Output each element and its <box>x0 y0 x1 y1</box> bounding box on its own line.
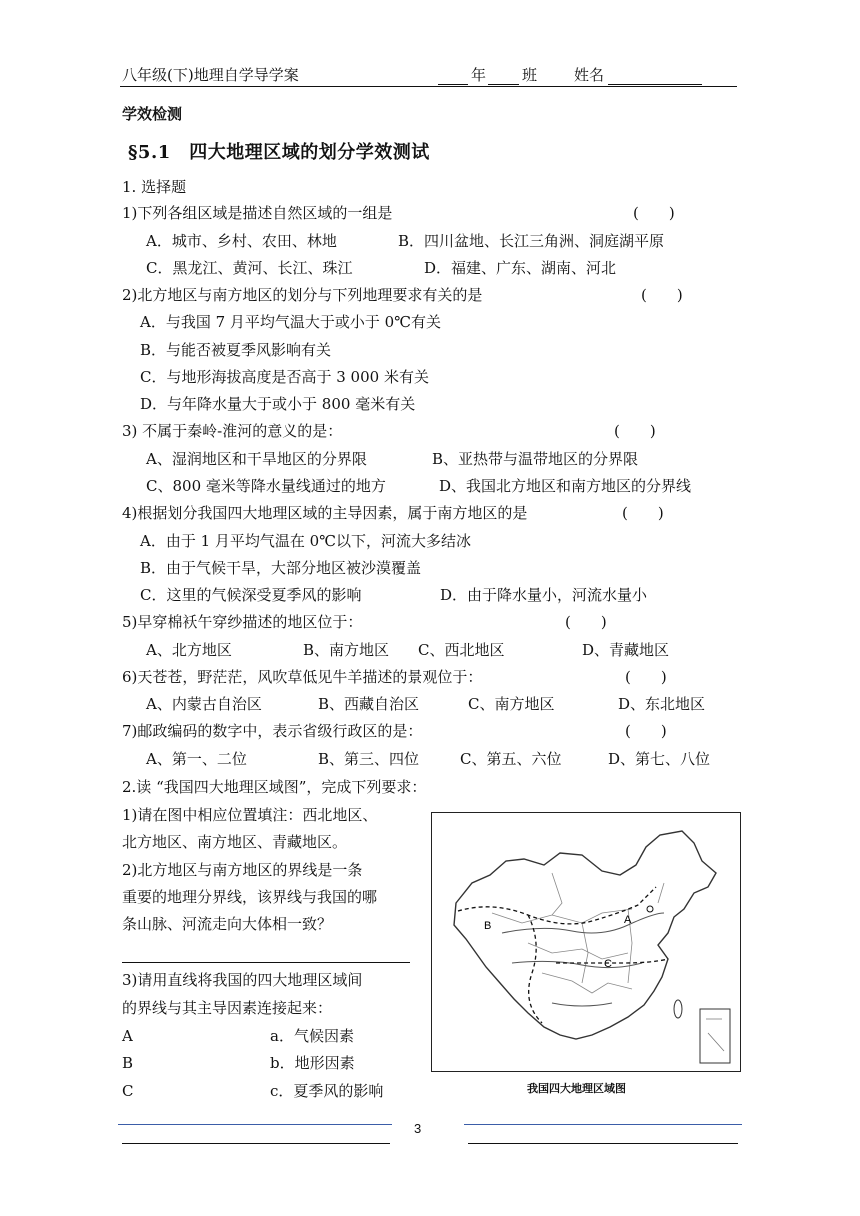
map-drawing <box>432 813 740 1071</box>
part1-heading: 1. 选择题 <box>122 178 187 196</box>
q2-option-a: A．与我国 7 月平均气温大于或小于 0℃有关 <box>140 313 442 331</box>
part2-q1-line2: 北方地区、南方地区、青藏地区。 <box>122 833 348 851</box>
q2-option-c: C．与地形海拔高度是否高于 3 000 米有关 <box>140 368 429 386</box>
map-label-b: B <box>484 920 492 932</box>
q4-answer-bracket[interactable]: ( ) <box>622 504 664 522</box>
part2-q2-line2: 重要的地理分界线，该界线与我国的哪 <box>122 888 378 906</box>
q7-option-d: D、第七、八位 <box>608 750 711 768</box>
q5-option-c: C、西北地区 <box>418 641 505 659</box>
q4-option-b: B．由于气候干旱，大部分地区被沙漠覆盖 <box>140 559 422 577</box>
map-label-c: C <box>604 958 612 970</box>
q1-option-a: A．城市、乡村、农田、林地 <box>146 232 337 250</box>
map-capital-icon <box>647 906 653 912</box>
page-title: §5.1 四大地理区域的划分学效测试 <box>128 142 430 163</box>
q3-option-b: B、亚热带与温带地区的分界限 <box>432 450 639 468</box>
q2-option-b: B．与能否被夏季风影响有关 <box>140 341 332 359</box>
q7-option-b: B、第三、四位 <box>318 750 420 768</box>
footer-rule-right <box>468 1143 738 1144</box>
q6-answer-bracket[interactable]: ( ) <box>625 668 667 686</box>
q4-option-c: C．这里的气候深受夏季风的影响 <box>140 586 362 604</box>
q1-answer-bracket[interactable]: ( ) <box>633 204 675 222</box>
q3-option-c: C、800 毫米等降水量线通过的地方 <box>146 477 386 495</box>
q5-answer-bracket[interactable]: ( ) <box>565 613 607 631</box>
header-title: 八年级(下)地理自学导学案 <box>122 66 299 84</box>
class-blank[interactable] <box>488 84 519 85</box>
part2-q3-line1: 3)请用直线将我国的四大地理区域间 <box>122 971 363 989</box>
match-right-c[interactable]: c．夏季风的影响 <box>270 1082 384 1100</box>
match-right-b[interactable]: b．地形因素 <box>270 1054 355 1072</box>
q6-option-b: B、西藏自治区 <box>318 695 420 713</box>
match-left-a[interactable]: A <box>122 1027 133 1045</box>
header-rule <box>120 86 737 87</box>
q5-option-d: D、青藏地区 <box>582 641 670 659</box>
map-boundary-dashed <box>458 887 668 1023</box>
footer-rule-right-blue <box>464 1124 742 1125</box>
china-regions-map <box>431 812 741 1072</box>
name-blank[interactable] <box>608 84 702 85</box>
header-class-label: 班 <box>522 66 538 84</box>
q1-option-b: B．四川盆地、长江三角洲、洞庭湖平原 <box>398 232 665 250</box>
q6-stem: 6)天苍苍，野茫茫，风吹草低见牛羊描述的景观位于： <box>122 668 483 686</box>
q3-option-d: D、我国北方地区和南方地区的分界线 <box>439 477 692 495</box>
header-year-label: 年 <box>471 66 487 84</box>
map-outline <box>454 831 716 1039</box>
map-province-lines <box>492 873 664 993</box>
map-inset <box>700 1009 730 1063</box>
match-right-a[interactable]: a．气候因素 <box>270 1027 354 1045</box>
q5-option-b: B、南方地区 <box>303 641 390 659</box>
part2-q2-line1: 2)北方地区与南方地区的界线是一条 <box>122 861 363 879</box>
part2-q2-answer-line[interactable] <box>122 962 410 963</box>
q3-option-a: A、湿润地区和干旱地区的分界限 <box>146 450 367 468</box>
q6-option-a: A、内蒙古自治区 <box>146 695 262 713</box>
part2-q2-line3: 条山脉、河流走向大体相一致？ <box>122 915 333 933</box>
q2-stem: 2)北方地区与南方地区的划分与下列地理要求有关的是 <box>122 286 483 304</box>
q2-answer-bracket[interactable]: ( ) <box>641 286 683 304</box>
match-left-c[interactable]: C <box>122 1082 134 1100</box>
q3-stem: 3) 不属于秦岭-淮河的意义的是： <box>122 422 343 440</box>
map-caption: 我国四大地理区域图 <box>527 1082 626 1095</box>
q7-stem: 7)邮政编码的数字中，表示省级行政区的是： <box>122 722 423 740</box>
footer-rule-left-blue <box>118 1124 392 1125</box>
part2-q1-line1: 1)请在图中相应位置填注：西北地区、 <box>122 806 378 824</box>
part2-heading: 2.读 “我国四大地理区域图”，完成下列要求： <box>122 778 427 796</box>
q4-option-a: A．由于 1 月平均气温在 0℃以下，河流大多结冰 <box>140 532 472 550</box>
q1-stem: 1)下列各组区域是描述自然区域的一组是 <box>122 204 393 222</box>
q7-option-c: C、第五、六位 <box>460 750 562 768</box>
q1-option-c: C．黑龙江、黄河、长江、珠江 <box>146 259 353 277</box>
q2-option-d: D．与年降水量大于或小于 800 毫米有关 <box>140 395 416 413</box>
header-name-label: 姓名 <box>574 66 605 84</box>
q5-stem: 5)早穿棉袄午穿纱描述的地区位于： <box>122 613 363 631</box>
q4-option-d: D．由于降水量小，河流水量小 <box>440 586 648 604</box>
q7-answer-bracket[interactable]: ( ) <box>625 722 667 740</box>
footer-rule-left <box>122 1143 390 1144</box>
year-blank[interactable] <box>438 84 468 85</box>
map-label-a: A <box>624 914 632 926</box>
q5-option-a: A、北方地区 <box>146 641 232 659</box>
q3-answer-bracket[interactable]: ( ) <box>614 422 656 440</box>
map-taiwan <box>674 1000 682 1018</box>
q4-stem: 4)根据划分我国四大地理区域的主导因素，属于南方地区的是 <box>122 504 528 522</box>
map-inset-detail <box>706 1019 724 1051</box>
section-label: 学效检测 <box>122 105 183 123</box>
match-left-b[interactable]: B <box>122 1054 134 1072</box>
part2-q3-line2: 的界线与其主导因素连接起来： <box>122 999 333 1017</box>
q7-option-a: A、第一、二位 <box>146 750 247 768</box>
q6-option-d: D、东北地区 <box>618 695 706 713</box>
q6-option-c: C、南方地区 <box>468 695 555 713</box>
page-number: 3 <box>414 1121 422 1136</box>
q1-option-d: D．福建、广东、湖南、河北 <box>424 259 617 277</box>
